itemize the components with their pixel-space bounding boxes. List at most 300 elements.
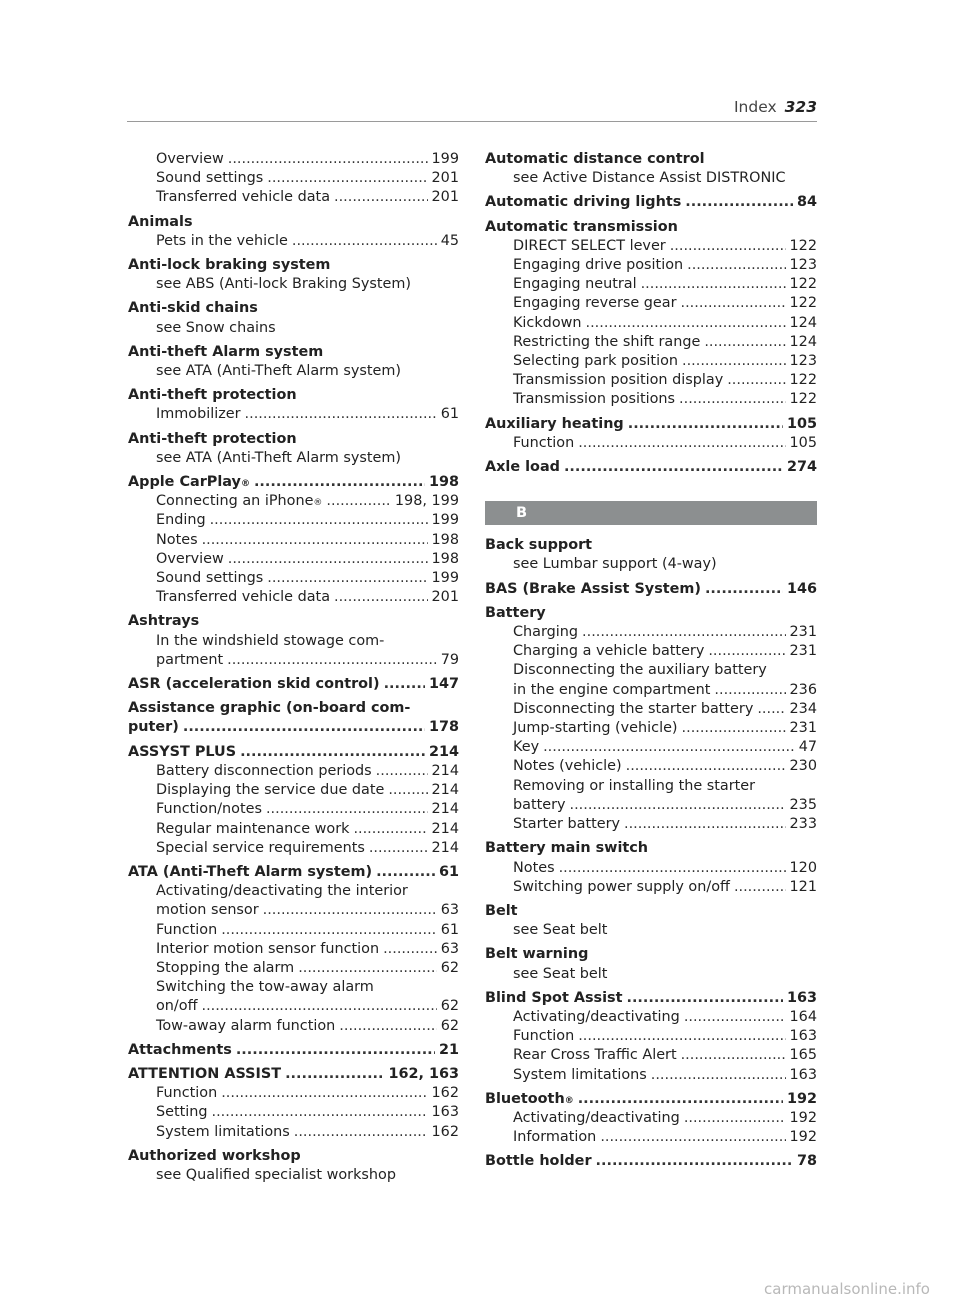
entry-text-tow-away-alarm-function: Tow-away alarm function: [156, 1017, 336, 1034]
entry-text-regular-maintenance-work: Regular maintenance work: [156, 820, 350, 837]
index-heading: [485, 193, 817, 212]
page-reference-link[interactable]: 231: [789, 720, 817, 737]
entry-text-restricting-the-shift-range: Restricting the shift range: [513, 333, 701, 350]
index-subentry: [128, 940, 459, 959]
index-subentry: [485, 700, 817, 719]
entry-text-function: Function: [156, 1085, 218, 1102]
entry-text-transferred-vehicle-data: Transferred vehicle data: [156, 589, 331, 606]
page-reference-link[interactable]: 122: [789, 372, 817, 389]
page-reference-link[interactable]: 230: [789, 758, 817, 775]
entry-text-axle-load: Axle load: [485, 459, 560, 476]
dot-leader: [376, 863, 435, 882]
index-heading: [128, 1147, 459, 1166]
page-reference-link[interactable]: 214: [431, 782, 459, 799]
index-heading: [128, 612, 459, 631]
page-reference-link[interactable]: 79: [440, 651, 459, 668]
index-subentry: [485, 1046, 817, 1065]
page-reference-link[interactable]: 198: [431, 531, 459, 548]
index-heading: Bluetooth ® ..... 192: [485, 1090, 817, 1109]
dot-leader: [564, 458, 783, 477]
index-heading: [128, 743, 459, 762]
index-heading: [128, 699, 459, 718]
index-column-right: [485, 150, 817, 1177]
dot-leader: [704, 333, 785, 352]
page-reference-link[interactable]: 214: [431, 801, 459, 818]
index-subentry: [485, 815, 817, 834]
page-reference-link[interactable]: 62: [440, 1017, 459, 1034]
dot-leader: [714, 681, 785, 700]
index-entry: [128, 343, 459, 381]
dot-leader: [687, 256, 785, 275]
page-reference-link[interactable]: 162: [431, 1123, 459, 1140]
page-reference-link[interactable]: 214: [431, 762, 459, 779]
index-subentry: [485, 777, 817, 796]
dot-leader: [705, 580, 783, 599]
dot-leader: [240, 743, 425, 762]
index-heading: [128, 299, 459, 318]
index-subentry: [485, 275, 817, 294]
dot-leader: [267, 569, 427, 588]
entry-text-engaging-drive-position: Engaging drive position: [513, 257, 684, 274]
entry-text-asr-acceleration-skid-control: ASR (acceleration skid control): [128, 676, 380, 693]
index-heading: [128, 430, 459, 449]
index-entry: [485, 1152, 817, 1171]
index-heading: [128, 675, 459, 694]
page-reference-link[interactable]: 105: [786, 415, 817, 432]
entry-text-function: Function: [513, 434, 575, 451]
dot-leader: [586, 314, 786, 333]
index-entry: [485, 415, 817, 453]
index-subentry: [485, 965, 817, 984]
page-header: [734, 92, 817, 122]
watermark: carmanualsonline.info: [764, 1280, 930, 1298]
index-subentry: [128, 882, 459, 901]
page-reference-link[interactable]: 84: [796, 194, 817, 211]
index-entry: [128, 675, 459, 694]
index-subentry: [485, 333, 817, 352]
page-reference-link[interactable]: 233: [789, 816, 817, 833]
dot-leader: [727, 371, 785, 390]
entry-text-attachments: Attachments: [128, 1041, 232, 1058]
dot-leader: [334, 588, 428, 607]
index-subentry: [128, 362, 459, 381]
entry-text-see-abs-anti-lock-braking-system: see ABS (Anti-lock Braking System): [156, 276, 412, 293]
dot-leader: [559, 859, 786, 878]
dot-leader: [578, 434, 785, 453]
entry-text-sound-settings: Sound settings: [156, 170, 264, 187]
entry-text-bluetooth: Bluetooth: [485, 1090, 565, 1107]
dot-leader: [212, 1103, 428, 1122]
entry-text-starter-battery: Starter battery: [513, 816, 621, 833]
page-reference-link[interactable]: 162: [431, 1085, 459, 1102]
dot-leader: [294, 1123, 428, 1142]
entry-text-key: Key: [513, 739, 540, 756]
dot-leader: [681, 1046, 786, 1065]
entry-text-jump-starting-vehicle: Jump-starting (vehicle): [513, 720, 678, 737]
page-reference-link[interactable]: 147: [428, 676, 459, 693]
index-subentry: [485, 294, 817, 313]
dot-leader: [757, 700, 785, 719]
dot-leader: [202, 997, 437, 1016]
index-subentry: [128, 781, 459, 800]
index-entry: [128, 1147, 459, 1185]
entry-text-charging: Charging: [513, 624, 579, 641]
index-heading: [485, 989, 817, 1008]
index-entry: [128, 430, 459, 468]
dot-leader: [210, 511, 428, 530]
dot-leader: [684, 1109, 786, 1128]
index-subentry: [128, 651, 459, 670]
page-reference-link[interactable]: 45: [440, 232, 459, 249]
page-reference-link[interactable]: 214: [431, 839, 459, 856]
index-heading: [128, 386, 459, 405]
entry-text-transferred-vehicle-data: Transferred vehicle data: [156, 189, 331, 206]
entry-text-see-seat-belt: see Seat belt: [513, 965, 608, 982]
index-subentry: [128, 959, 459, 978]
index-subentry: [485, 757, 817, 776]
index-subentry: [485, 681, 817, 700]
index-subentry: [485, 555, 817, 574]
index-subentry: [485, 434, 817, 453]
page-reference-link[interactable]: 198: [431, 550, 459, 567]
entry-text-interior-motion-sensor-function: Interior motion sensor function: [156, 940, 380, 957]
entry-text-in-the-engine-compartment: in the engine compartment: [513, 681, 711, 698]
entry-text-notes: Notes: [156, 531, 198, 548]
index-entry: [128, 150, 459, 208]
page-reference-link[interactable]: 21: [438, 1041, 459, 1058]
index-entry: [485, 839, 817, 897]
dot-leader: [383, 940, 437, 959]
entry-text-bottle-holder: Bottle holder: [485, 1153, 592, 1170]
section-letter-bar: B: [485, 501, 817, 525]
index-entry: [128, 213, 459, 251]
index-subentry: [128, 800, 459, 819]
index-subentry: [485, 371, 817, 390]
entry-text-connecting-an-iphone: Connecting an iPhone: [156, 493, 314, 510]
entry-text-overview: Overview: [156, 151, 224, 167]
page-reference-link[interactable]: 61: [440, 921, 459, 938]
dot-leader: [708, 642, 785, 661]
entry-text-activating-deactivating-the-interior: Activating/deactivating the interior: [156, 883, 408, 900]
entry-text-ashtrays: Ashtrays: [128, 613, 200, 630]
index-heading: [485, 902, 817, 921]
entry-text-see-active-distance-assist-distronic: see Active Distance Assist DISTRONIC: [513, 170, 786, 187]
dot-leader: [353, 820, 427, 839]
page-reference-link[interactable]: 199: [431, 151, 459, 167]
index-heading: Apple CarPlay ® ..... 198: [128, 473, 459, 492]
index-entry: [128, 299, 459, 337]
page-reference-link[interactable]: 47: [798, 739, 817, 756]
index-subentry: [485, 661, 817, 680]
index-heading: [485, 839, 817, 858]
page-reference-link[interactable]: 105: [789, 434, 817, 451]
entry-text-see-lumbar-support-4-way: see Lumbar support (4-way): [513, 556, 717, 573]
section-label: Index: [733, 98, 777, 116]
entry-text-engaging-reverse-gear: Engaging reverse gear: [513, 295, 677, 312]
index-subentry: [485, 352, 817, 371]
dot-leader: [682, 719, 786, 738]
page-reference-link[interactable]: 124: [789, 314, 817, 331]
page-reference-link[interactable]: 62: [440, 998, 459, 1015]
dot-leader: [600, 1128, 785, 1147]
entry-text-battery-disconnection-periods: Battery disconnection periods: [156, 762, 372, 779]
page-reference-link[interactable]: 192: [789, 1129, 817, 1146]
entry-text-animals: Animals: [128, 213, 193, 230]
entry-text-disconnecting-the-auxiliary-battery: Disconnecting the auxiliary battery: [513, 662, 767, 679]
page-reference-link[interactable]: 201: [431, 170, 459, 187]
page-reference-link[interactable]: 234: [789, 700, 817, 717]
entry-text-system-limitations: System limitations: [156, 1123, 290, 1140]
index-subentry: [128, 901, 459, 920]
entry-text-pets-in-the-vehicle: Pets in the vehicle: [156, 232, 288, 249]
index-subentry: [485, 390, 817, 409]
entry-text-notes-vehicle: Notes (vehicle): [513, 758, 622, 775]
index-subentry: [485, 1128, 817, 1147]
entry-text-information: Information: [513, 1129, 597, 1146]
index-heading: [485, 580, 817, 599]
page-reference-link[interactable]: 61: [440, 406, 459, 423]
entry-text-anti-theft-protection: Anti-theft protection: [128, 387, 297, 404]
page-reference-link[interactable]: 231: [789, 643, 817, 660]
page-reference-link[interactable]: 178: [428, 719, 459, 736]
dot-leader: [334, 188, 428, 207]
index-subentry: [128, 569, 459, 588]
dot-leader: [670, 237, 786, 256]
index-entry: [485, 458, 817, 477]
index-entry: [485, 150, 817, 188]
dot-leader: [236, 1041, 435, 1060]
dot-leader: [626, 989, 782, 1008]
index-heading: [485, 1152, 817, 1171]
page-reference-link[interactable]: 122: [789, 237, 817, 254]
page-reference-link[interactable]: 163: [786, 989, 817, 1006]
page-reference-link[interactable]: 63: [440, 902, 459, 919]
entry-text-authorized-workshop: Authorized workshop: [128, 1147, 301, 1164]
index-subentry: [128, 188, 459, 207]
index-subentry: [485, 314, 817, 333]
index-subentry: [128, 449, 459, 468]
page-reference-link[interactable]: 201: [431, 589, 459, 606]
dot-leader: [624, 815, 786, 834]
entry-text-removing-or-installing-the-starter: Removing or installing the starter: [513, 777, 756, 794]
entry-text-kickdown: Kickdown: [513, 314, 582, 331]
entry-text-belt: Belt: [485, 902, 518, 919]
page-reference-link[interactable]: 123: [789, 257, 817, 274]
index-subentry: [128, 997, 459, 1016]
page-reference-link[interactable]: 63: [440, 940, 459, 957]
page-reference-link[interactable]: 199: [431, 570, 459, 587]
index-subentry: [485, 859, 817, 878]
header-rule: [127, 121, 817, 122]
page-reference-link[interactable]: 214: [431, 820, 459, 837]
entry-text-transmission-position-display: Transmission position display: [513, 372, 724, 389]
index-subentry: Connecting an iPhone ® ..... 198, 199: [128, 492, 459, 511]
page-reference-link[interactable]: 274: [786, 459, 817, 476]
index-subentry: [485, 796, 817, 815]
page-reference-link[interactable]: 214: [428, 743, 459, 760]
page-reference-link[interactable]: 235: [789, 796, 817, 813]
page-reference-link[interactable]: 192: [786, 1090, 817, 1107]
index-entry: [128, 256, 459, 294]
index-subentry: [128, 1123, 459, 1142]
index-subentry: [485, 256, 817, 275]
page-reference-link[interactable]: 146: [786, 580, 817, 597]
entry-text-battery: battery: [513, 796, 566, 813]
index-heading: [485, 458, 817, 477]
page-reference-link[interactable]: 198, 199: [394, 493, 459, 510]
dot-leader: [221, 1084, 427, 1103]
entry-text-anti-theft-alarm-system: Anti-theft Alarm system: [128, 343, 324, 360]
entry-text-motion-sensor: motion sensor: [156, 902, 259, 919]
entry-text-charging-a-vehicle-battery: Charging a vehicle battery: [513, 643, 705, 660]
page-reference-link[interactable]: 162, 163: [388, 1065, 459, 1082]
index-subentry: [128, 150, 459, 169]
index-subentry: [128, 1166, 459, 1185]
entry-text-attention-assist: ATTENTION ASSIST: [128, 1065, 282, 1082]
entry-text-blind-spot-assist: Blind Spot Assist: [485, 989, 623, 1006]
dot-leader: [376, 762, 428, 781]
entry-text-immobilizer: Immobilizer: [156, 406, 241, 423]
dot-leader: [679, 390, 785, 409]
entry-text-see-ata-anti-theft-alarm-system: see ATA (Anti-Theft Alarm system): [156, 363, 402, 380]
entry-text-bas-brake-assist-system: BAS (Brake Assist System): [485, 580, 701, 597]
page-reference-link[interactable]: 163: [789, 1066, 817, 1083]
page-reference-link[interactable]: 121: [789, 878, 817, 895]
page-reference-link[interactable]: 236: [789, 681, 817, 698]
dot-leader: [685, 193, 793, 212]
index-entry: [128, 473, 459, 607]
entry-text-automatic-transmission: Automatic transmission: [485, 218, 678, 235]
dot-leader: [227, 651, 437, 670]
index-heading: [485, 415, 817, 434]
page-reference-link[interactable]: 78: [796, 1153, 817, 1170]
page-reference-link[interactable]: 123: [789, 353, 817, 370]
entry-text-transmission-positions: Transmission positions: [513, 391, 676, 408]
index-subentry: [128, 405, 459, 424]
entry-text-stopping-the-alarm: Stopping the alarm: [156, 959, 295, 976]
index-entry: [485, 580, 817, 599]
index-heading: [128, 213, 459, 232]
page-reference-link[interactable]: 163: [431, 1104, 459, 1121]
entry-text-see-snow-chains: see Snow chains: [156, 319, 276, 336]
page-reference-link[interactable]: 199: [431, 512, 459, 529]
dot-leader: [543, 738, 795, 757]
entry-text-function-notes: Function/notes: [156, 801, 262, 818]
dot-leader: [292, 232, 437, 251]
page-reference-link[interactable]: 62: [440, 959, 459, 976]
index-entry: [485, 945, 817, 983]
page-reference-link[interactable]: 122: [789, 295, 817, 312]
entry-text-engaging-neutral: Engaging neutral: [513, 276, 637, 293]
index-heading: [128, 256, 459, 275]
index-heading: [485, 218, 817, 237]
index-entry: [128, 699, 459, 737]
page-reference-link[interactable]: 124: [789, 333, 817, 350]
index-subentry: [485, 1008, 817, 1027]
index-entry: [485, 989, 817, 1085]
entry-text-setting: Setting: [156, 1104, 208, 1121]
page-reference-link[interactable]: 198: [428, 474, 459, 491]
dot-leader: [578, 1090, 783, 1109]
index-subentry: [485, 1066, 817, 1085]
index-subentry: [128, 588, 459, 607]
page-reference-link[interactable]: 61: [438, 863, 459, 880]
entry-text-see-qualified-specialist-workshop: see Qualified specialist workshop: [156, 1166, 396, 1183]
dot-leader: [681, 294, 786, 313]
dot-leader: [369, 839, 428, 858]
dot-leader: [263, 901, 437, 920]
page-reference-link[interactable]: 164: [789, 1008, 817, 1025]
entry-text-anti-skid-chains: Anti-skid chains: [128, 300, 258, 317]
entry-text-overview: Overview: [156, 550, 224, 567]
page-reference-link[interactable]: 163: [789, 1028, 817, 1045]
index-subentry: [128, 978, 459, 997]
index-heading: [128, 1065, 459, 1084]
entry-text-on-off: on/off: [156, 998, 198, 1015]
dot-leader: [228, 150, 428, 169]
dot-leader: [388, 781, 427, 800]
index-heading: [485, 536, 817, 555]
page-reference-link[interactable]: 120: [789, 859, 817, 876]
index-entry: [485, 604, 817, 834]
dot-leader: [570, 796, 786, 815]
page-reference-link[interactable]: 122: [789, 276, 817, 293]
entry-text-special-service-requirements: Special service requirements: [156, 839, 365, 856]
entry-text-disconnecting-the-starter-battery: Disconnecting the starter battery: [513, 700, 754, 717]
page-reference-link[interactable]: 192: [789, 1109, 817, 1126]
dot-leader: [245, 405, 437, 424]
index-subentry: [485, 738, 817, 757]
index-heading: [485, 150, 817, 169]
dot-leader: [298, 959, 437, 978]
index-subentry: [128, 762, 459, 781]
entry-text-in-the-windshield-stowage-com: In the windshield stowage com-: [156, 632, 385, 649]
index-heading: [485, 604, 817, 623]
index-subentry: [128, 511, 459, 530]
index-subentry: [128, 319, 459, 338]
page-reference-link[interactable]: 201: [431, 189, 459, 206]
index-entry: [128, 1041, 459, 1060]
entry-text-ending: Ending: [156, 512, 206, 529]
index-subentry: [128, 531, 459, 550]
index-entry: [485, 536, 817, 574]
index-subentry: [485, 1109, 817, 1128]
index-subentry: [485, 169, 817, 188]
index-subentry: [485, 237, 817, 256]
index-subentry: [128, 921, 459, 940]
dot-leader: [285, 1065, 384, 1084]
page-reference-link[interactable]: 122: [789, 391, 817, 408]
entry-text-auxiliary-heating: Auxiliary heating: [485, 415, 624, 432]
index-subentry: [485, 1027, 817, 1046]
dot-leader: [626, 757, 786, 776]
entry-text-direct-select-lever: DIRECT SELECT lever: [513, 237, 666, 254]
dot-leader: [578, 1027, 785, 1046]
index-subentry: [485, 623, 817, 642]
index-subentry: [128, 1084, 459, 1103]
entry-text-anti-theft-protection: Anti-theft protection: [128, 430, 297, 447]
index-subentry: [128, 275, 459, 294]
index-heading: [128, 718, 459, 737]
entry-text-partment: partment: [156, 651, 224, 668]
dot-leader: [326, 492, 390, 511]
page-reference-link[interactable]: 165: [789, 1047, 817, 1064]
entry-text-notes: Notes: [513, 859, 555, 876]
page-reference-link[interactable]: 231: [789, 624, 817, 641]
index-entry: [485, 1090, 817, 1148]
entry-text-back-support: Back support: [485, 537, 593, 554]
dot-leader: [267, 169, 427, 188]
